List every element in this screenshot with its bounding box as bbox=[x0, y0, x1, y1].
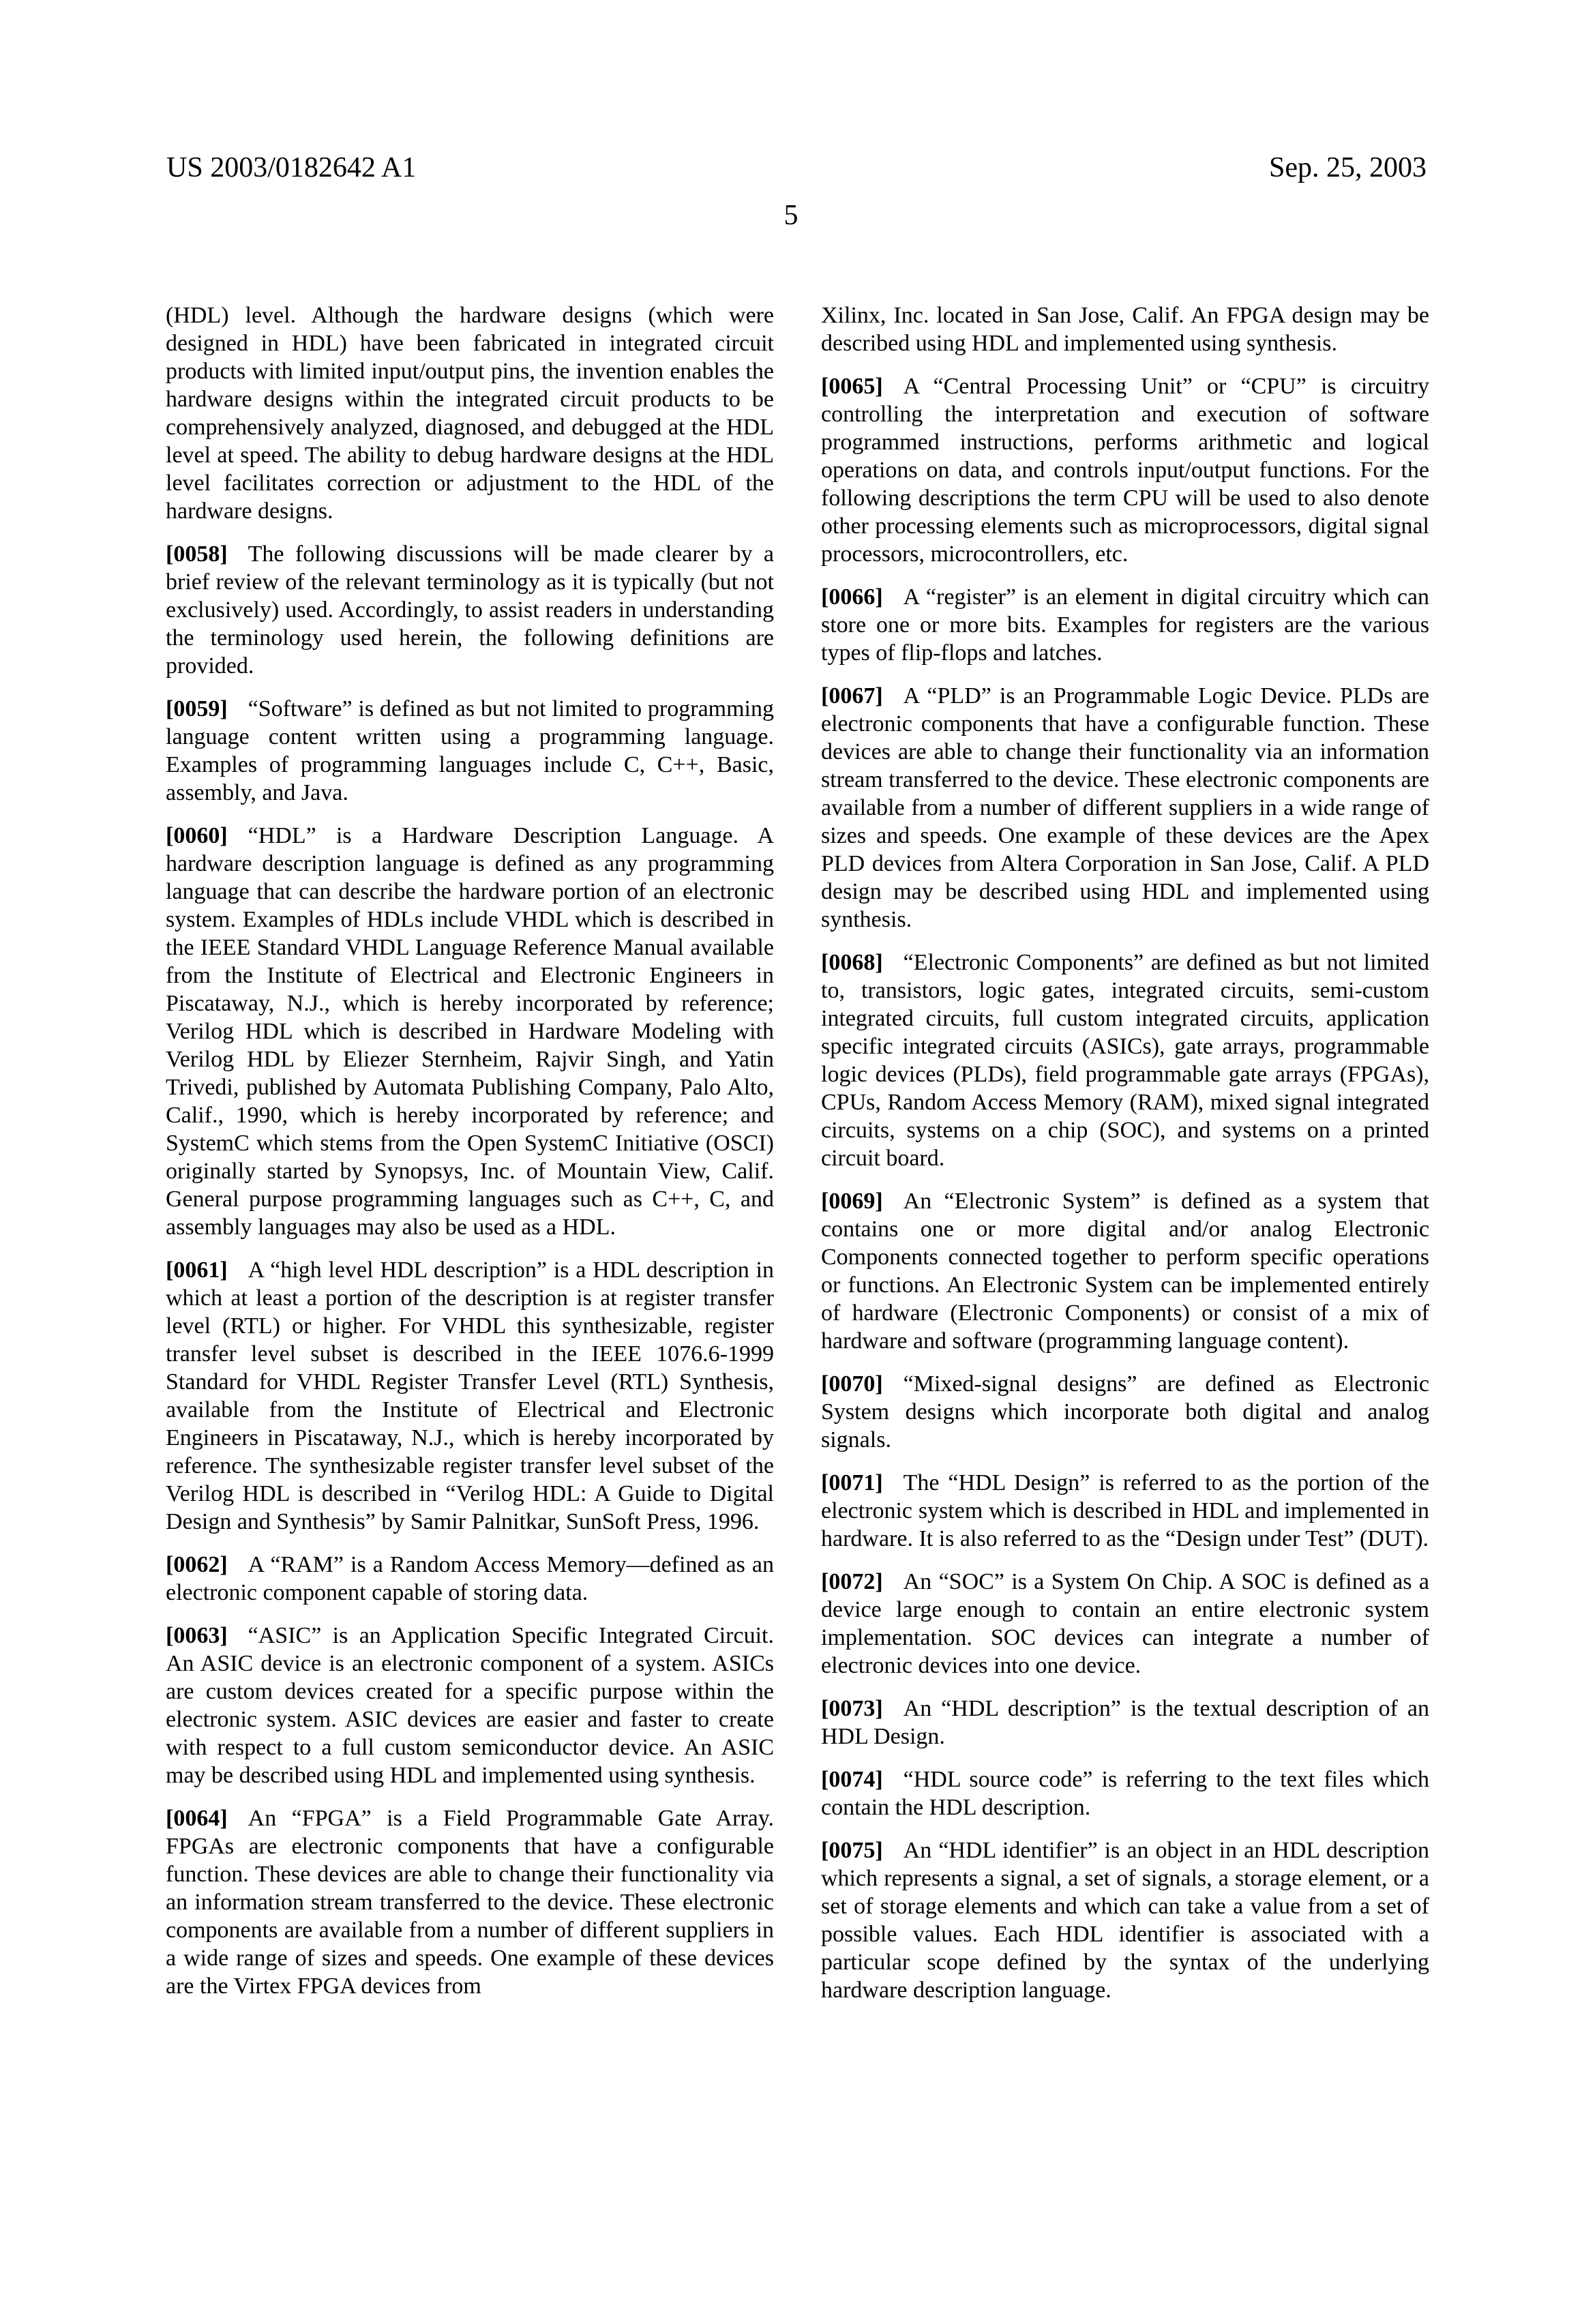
paragraph-text: “HDL” is a Hardware Description Language. A hardware description language is defined as any programming language that can describe the hardware portion of an electronic system. Examples of HDLs include VHDL which is described in the IEEE Standard VHDL Language Reference Manual available from the Institute of Electrical and Electronic Engineers in Piscataway, N.J., which is hereby incorporated by reference; Verilog HDL which is described in Hardware Modeling with Verilog HDL by Eliezer Sternheim, Rajvir Singh, and Yatin Trivedi, published by Automata Publishing Company, Palo Alto, Calif., 1990, which is hereby incorporated by reference; and SystemC which stems from the Open SystemC Initiative (OSCI) originally started by Synopsys, Inc. of Mountain View, Calif. General purpose programming languages such as C++, C, and assembly languages may also be used as a HDL. bbox=[166, 823, 774, 1240]
paragraph-tag: [0068] bbox=[821, 950, 883, 975]
left-column bbox=[166, 301, 774, 2015]
paragraph-text: (HDL) level. Although the hardware designs (which were designed in HDL) have been fabricated in integrated circuit products with limited input/output pins, the invention enables the hardware designs within the integrated circuit products to be comprehensively analyzed, diagnosed, and debugged at the HDL level at speed. The ability to debug hardware designs at the HDL level facilitates correction or adjustment to the HDL of the hardware designs. bbox=[166, 303, 774, 524]
paragraph-text: An “HDL identifier” is an object in an HDL description which represents a signal, a set of signals, a storage element, or a set of storage elements and which can take a value from a set of possible values. Each HDL identifier is associated with a particular scope defined by the syntax of the underlying hardware description language. bbox=[821, 1838, 1429, 2003]
paragraph-0073 bbox=[821, 1695, 1429, 1751]
paragraph-0058 bbox=[166, 540, 774, 680]
paragraph-0068 bbox=[821, 949, 1429, 1172]
paragraph-tag: [0065] bbox=[821, 374, 883, 399]
paragraph-continuation-right bbox=[821, 301, 1429, 357]
paragraph-tag: [0058] bbox=[166, 541, 228, 567]
paragraph-tag: [0060] bbox=[166, 823, 228, 848]
paragraph-tag: [0064] bbox=[166, 1806, 228, 1831]
paragraph-tag: [0061] bbox=[166, 1257, 228, 1283]
paragraph-text: “Electronic Components” are defined as but not limited to, transistors, logic gates, integrated circuits, semi-custom integrated circuits, full custom integrated circuits, application specific integrated circuits (ASICs), gate arrays, programmable logic devices (PLDs), field programmable gate arrays (FPGAs), CPUs, Random Access Memory (RAM), mixed signal integrated circuits, systems on a chip (SOC), and systems on a printed circuit board. bbox=[821, 950, 1429, 1171]
paragraph-text: “HDL source code” is referring to the text files which contain the HDL description. bbox=[821, 1767, 1429, 1820]
paragraph-text: The following discussions will be made clearer by a brief review of the relevant terminology as it is typically (but not exclusively) used. Accordingly, to assist readers in understanding the terminology used herein, the following definitions are provided. bbox=[166, 541, 774, 679]
paragraph-tag: [0059] bbox=[166, 696, 228, 721]
paragraph-tag: [0070] bbox=[821, 1371, 883, 1397]
paragraph-tag: [0074] bbox=[821, 1767, 883, 1792]
paragraph-tag: [0072] bbox=[821, 1569, 883, 1594]
paragraph-text: A “PLD” is an Programmable Logic Device. PLDs are electronic components that have a configurable function. These devices are able to change their functionality via an information stream transferred to the device. These electronic components are available from a number of different suppliers in a wide range of sizes and speeds. One example of these devices are the Apex PLD devices from Altera Corporation in San Jose, Calif. A PLD design may be described using HDL and implemented using synthesis. bbox=[821, 683, 1429, 932]
paragraph-text: A “register” is an element in digital circuitry which can store one or more bits. Examples for registers are the various types of flip-flops and latches. bbox=[821, 584, 1429, 666]
paragraph-tag: [0062] bbox=[166, 1552, 228, 1577]
paragraph-0064 bbox=[166, 1804, 774, 2000]
paragraph-continuation-left bbox=[166, 301, 774, 525]
paragraph-tag: [0069] bbox=[821, 1189, 883, 1214]
paragraph-text: A “RAM” is a Random Access Memory—defined as an electronic component capable of storing data. bbox=[166, 1552, 774, 1605]
paragraph-tag: [0075] bbox=[821, 1838, 883, 1863]
paragraph-0075 bbox=[821, 1836, 1429, 2004]
paragraph-text: “ASIC” is an Application Specific Integrated Circuit. An ASIC device is an electronic component of a system. ASICs are custom devices created for a specific purpose within the electronic system. ASIC devices are easier and faster to create with respect to a full custom semiconductor device. An ASIC may be described using HDL and implemented using synthesis. bbox=[166, 1623, 774, 1788]
paragraph-0065 bbox=[821, 372, 1429, 568]
paragraph-text: “Software” is defined as but not limited to programming language content written using a programming language. Examples of programming languages include C, C++, Basic, assembly, and Java. bbox=[166, 696, 774, 805]
paragraph-0069 bbox=[821, 1187, 1429, 1355]
paragraph-tag: [0073] bbox=[821, 1696, 883, 1721]
paragraph-tag: [0067] bbox=[821, 683, 883, 709]
paragraph-0074 bbox=[821, 1766, 1429, 1821]
paragraph-text: A “high level HDL description” is a HDL description in which at least a portion of the description is at register transfer level (RTL) or higher. For VHDL this synthesizable, register transfer level subset is described in the IEEE 1076.6-1999 Standard for VHDL Register Transfer Level (RTL) Synthesis, available from the Institute of Electrical and Electronic Engineers in Piscataway, N.J., which is hereby incorporated by reference. The synthesizable register transfer level subset of the Verilog HDL is described in “Verilog HDL: A Guide to Digital Design and Synthesis” by Samir Palnitkar, SunSoft Press, 1996. bbox=[166, 1257, 774, 1534]
paragraph-tag: [0063] bbox=[166, 1623, 228, 1648]
paragraph-tag: [0071] bbox=[821, 1470, 883, 1495]
paragraph-text: An “SOC” is a System On Chip. A SOC is defined as a device large enough to contain an entire electronic system implementation. SOC devices can integrate a number of electronic devices into one device. bbox=[821, 1569, 1429, 1678]
paragraph-0062 bbox=[166, 1551, 774, 1607]
right-column bbox=[821, 301, 1429, 2019]
paragraph-tag: [0066] bbox=[821, 584, 883, 610]
paragraph-0061 bbox=[166, 1256, 774, 1536]
paragraph-text: An “Electronic System” is defined as a system that contains one or more digital and/or analog Electronic Components connected together to perform specific operations or functions. An Electronic System can be implemented entirely of hardware (Electronic Components) or consist of a mix of hardware and software (programming language content). bbox=[821, 1189, 1429, 1354]
page-number: 5 bbox=[783, 200, 799, 231]
paragraph-0066 bbox=[821, 583, 1429, 667]
paragraph-text: Xilinx, Inc. located in San Jose, Calif. An FPGA design may be described using HDL and implemented using synthesis. bbox=[821, 303, 1429, 356]
paragraph-0063 bbox=[166, 1622, 774, 1789]
patent-number: US 2003/0182642 A1 bbox=[166, 152, 417, 183]
paragraph-text: A “Central Processing Unit” or “CPU” is circuitry controlling the interpretation and execution of software programmed instructions, performs arithmetic and logical operations on data, and controls input/output functions. For the following descriptions the term CPU will be used to also denote other processing elements such as microprocessors, digital signal processors, microcontrollers, etc. bbox=[821, 374, 1429, 567]
paragraph-text: The “HDL Design” is referred to as the portion of the electronic system which is described in HDL and implemented in hardware. It is also referred to as the “Design under Test” (DUT). bbox=[821, 1470, 1429, 1551]
paragraph-text: An “HDL description” is the textual description of an HDL Design. bbox=[821, 1696, 1429, 1749]
paragraph-0059 bbox=[166, 695, 774, 807]
paragraph-0067 bbox=[821, 682, 1429, 934]
publication-date: Sep. 25, 2003 bbox=[1269, 152, 1427, 183]
paragraph-0072 bbox=[821, 1568, 1429, 1680]
paragraph-0070 bbox=[821, 1370, 1429, 1454]
paragraph-text: An “FPGA” is a Field Programmable Gate Array. FPGAs are electronic components that have a configurable function. These devices are able to change their functionality via an information stream transferred to the device. These electronic components are available from a number of different suppliers in a wide range of sizes and speeds. One example of these devices are the Virtex FPGA devices from bbox=[166, 1806, 774, 1999]
paragraph-0071 bbox=[821, 1469, 1429, 1553]
paragraph-text: “Mixed-signal designs” are defined as Electronic System designs which incorporate both digital and analog signals. bbox=[821, 1371, 1429, 1452]
paragraph-0060 bbox=[166, 822, 774, 1241]
